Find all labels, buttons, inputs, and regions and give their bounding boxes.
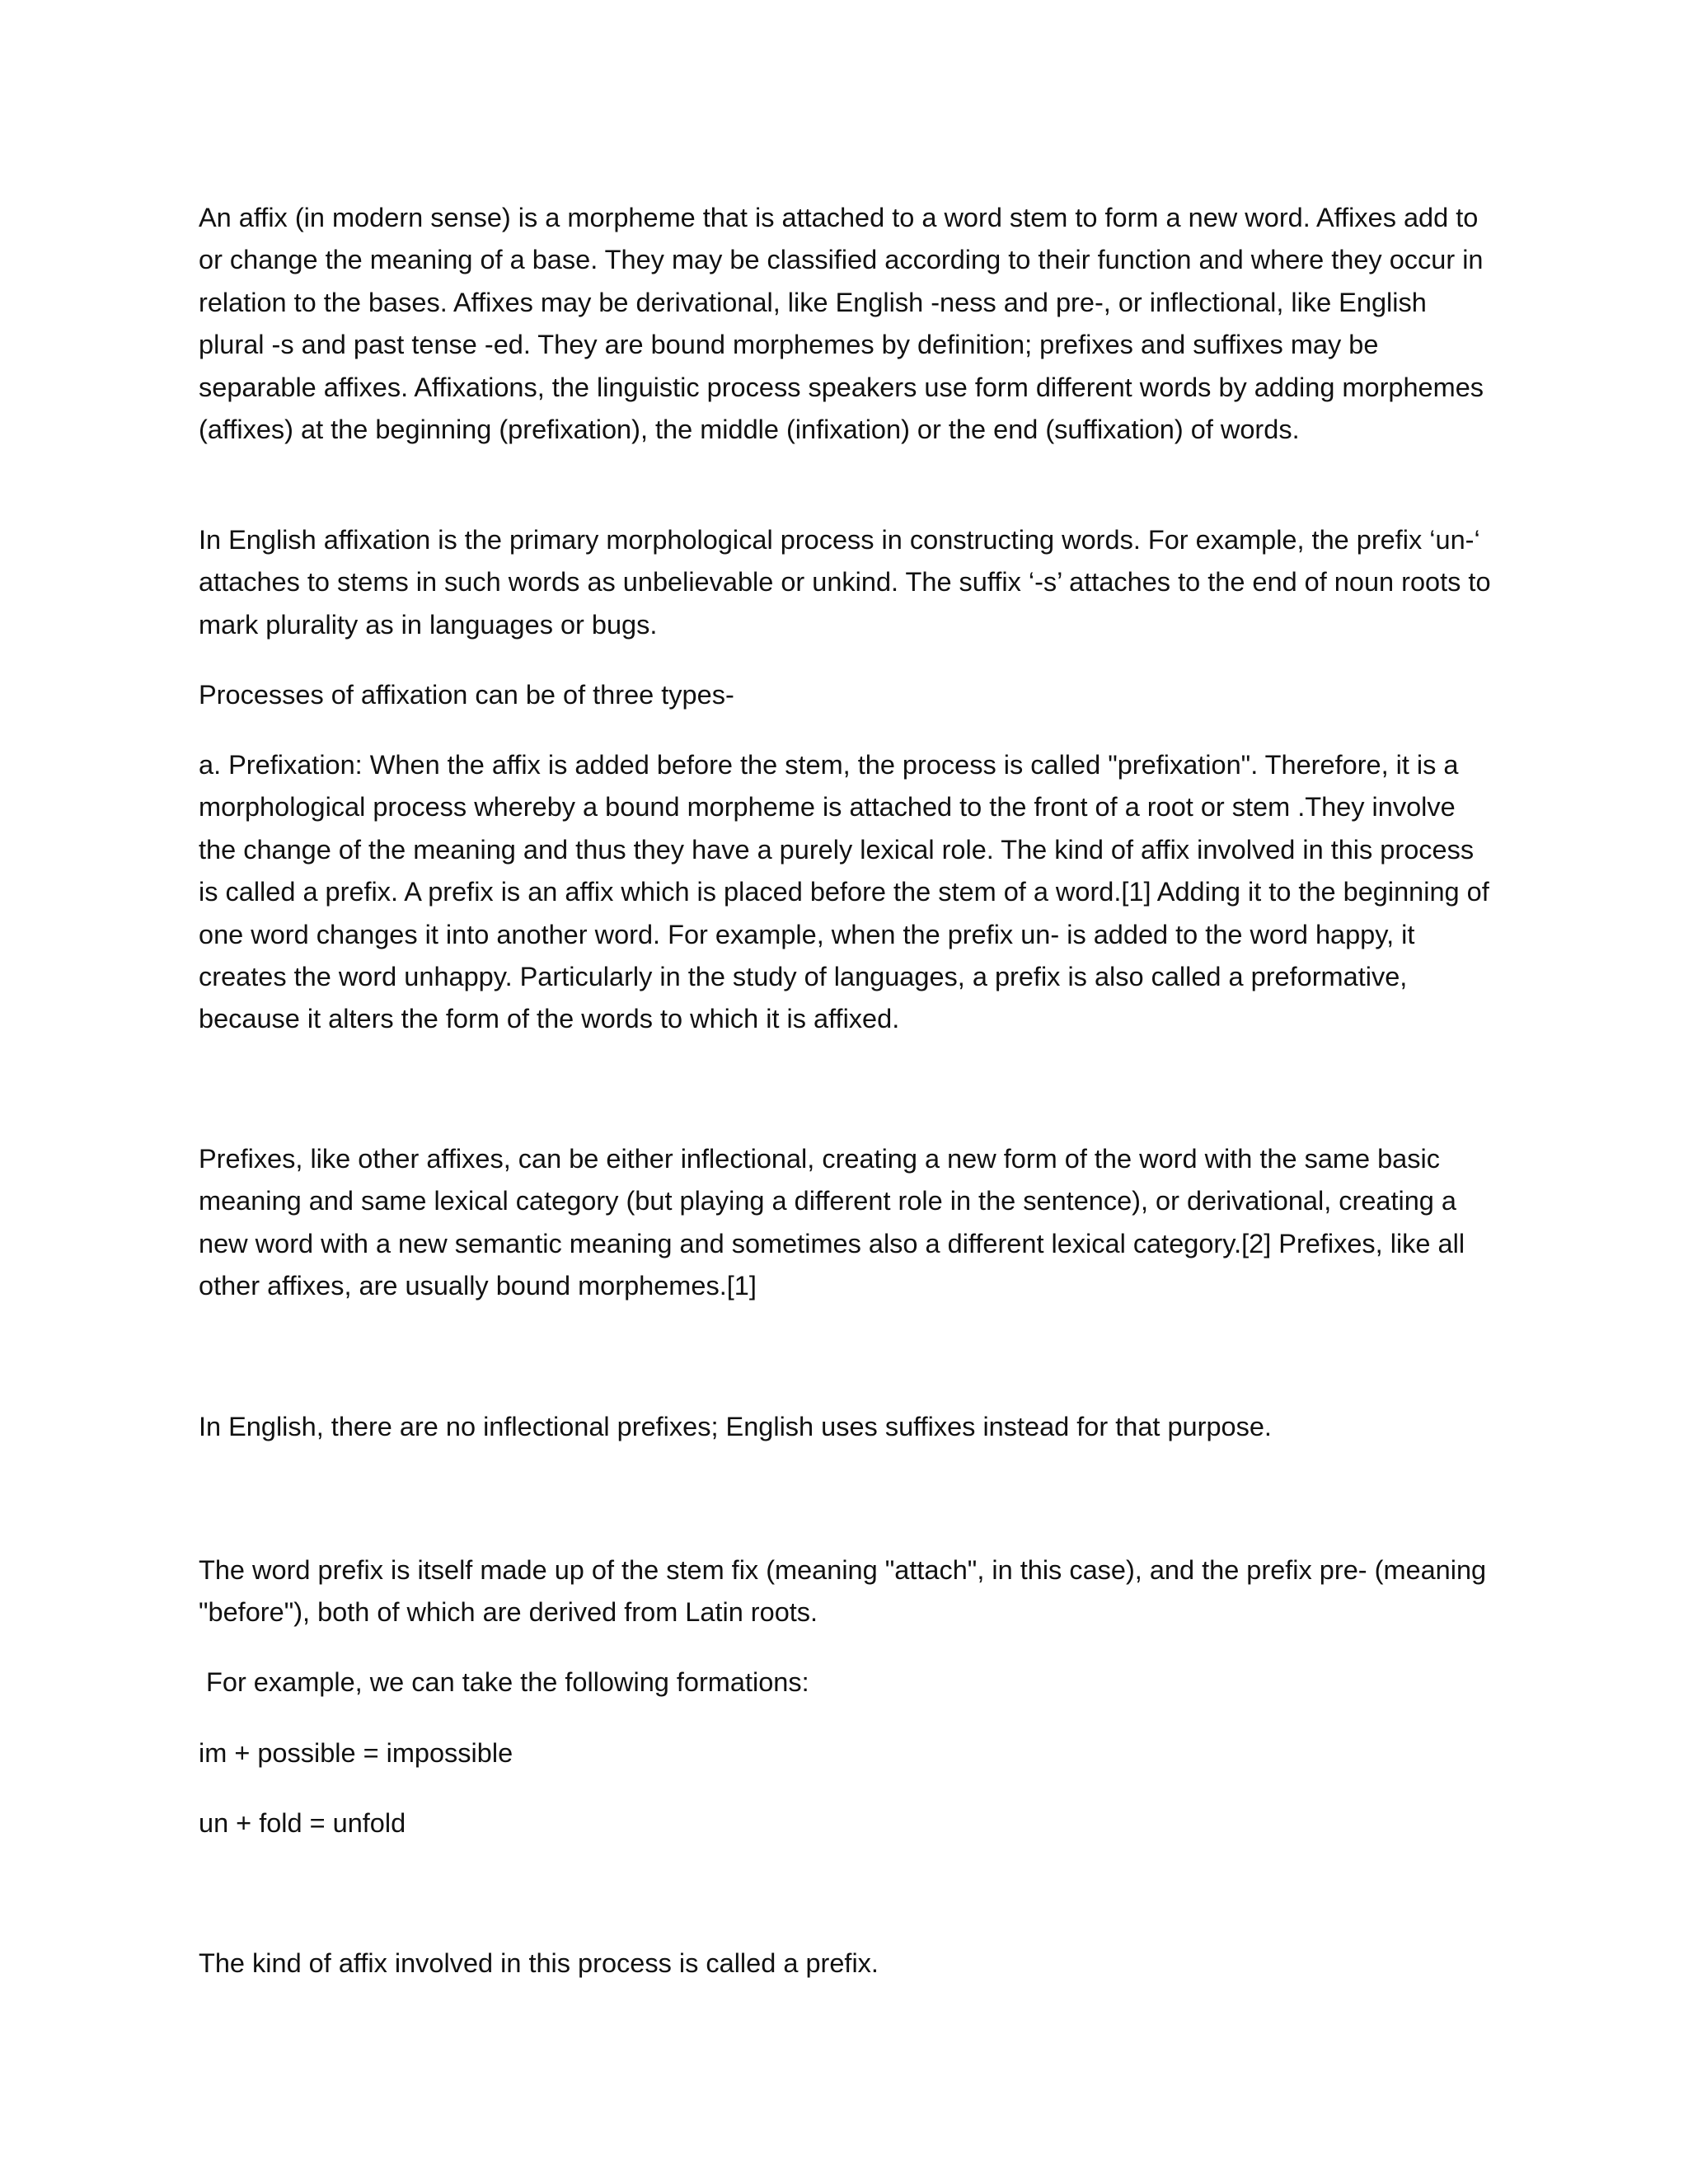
paragraph-prefix-conclusion: The kind of affix involved in this process is called a prefix. [199, 1948, 879, 1978]
paragraph-example-intro: For example, we can take the following formations: [199, 1667, 809, 1697]
paragraph-affix-definition: An affix (in modern sense) is a morpheme that is attached to a word stem to form a new word. Affixes add to or change the meaning of a base. They may be classified according to their function and where they occur in relation to the bases. Affixes may be derivational, like English -ness and pre-, or inflectional, like English plural -s and past tense -ed. They are bound morphemes by definition; prefixes and suffixes may be separable affixes. Affixations, the linguistic process speakers use form different words by adding morphemes (affixes) at the beginning (prefixation), the middle (infixation) or the end (suffixation) of words. [199, 203, 1484, 445]
paragraph-prefixation: a. Prefixation: When the affix is added before the stem, the process is called "prefixation". Therefore, it is a morphological process whereby a bound morpheme is attached to the front of a root or stem .They involve the change of the meaning and thus they have a purely lexical role. The kind of affix involved in this process is called a prefix. A prefix is an affix which is placed before the stem of a word.[1] Adding it to the beginning of one word changes it into another word. For example, when the prefix un- is added to the word happy, it creates the word unhappy. Particularly in the study of languages, a prefix is also called a preformative, because it alters the form of the words to which it is affixed. [199, 750, 1489, 1034]
paragraph-no-inflectional: In English, there are no inflectional prefixes; English uses suffixes instead for that purpose. [199, 1412, 1272, 1441]
example-unfold: un + fold = unfold [199, 1808, 406, 1838]
paragraph-affixation-types: Processes of affixation can be of three types- [199, 680, 734, 710]
paragraph-prefix-types: Prefixes, like other affixes, can be either inflectional, creating a new form of the word with the same basic meaning and same lexical category (but playing a different role in the sentence), or derivational, creating a new word with a new semantic meaning and sometimes also a different lexical category.[2] Prefixes, like all other affixes, are usually bound morphemes.[1] [199, 1144, 1465, 1301]
example-impossible: im + possible = impossible [199, 1738, 513, 1768]
paragraph-word-prefix-origin: The word prefix is itself made up of the stem fix (meaning "attach", in this case), and the prefix pre- (meaning "before"), both of which are derived from Latin roots. [199, 1555, 1487, 1628]
paragraph-english-affixation: In English affixation is the primary morphological process in constructing words. For example, the prefix ‘un-‘ attaches to stems in such words as unbelievable or unkind. The suffix ‘-s’ attaches to the end of noun roots to mark plurality as in languages or bugs. [199, 525, 1491, 640]
